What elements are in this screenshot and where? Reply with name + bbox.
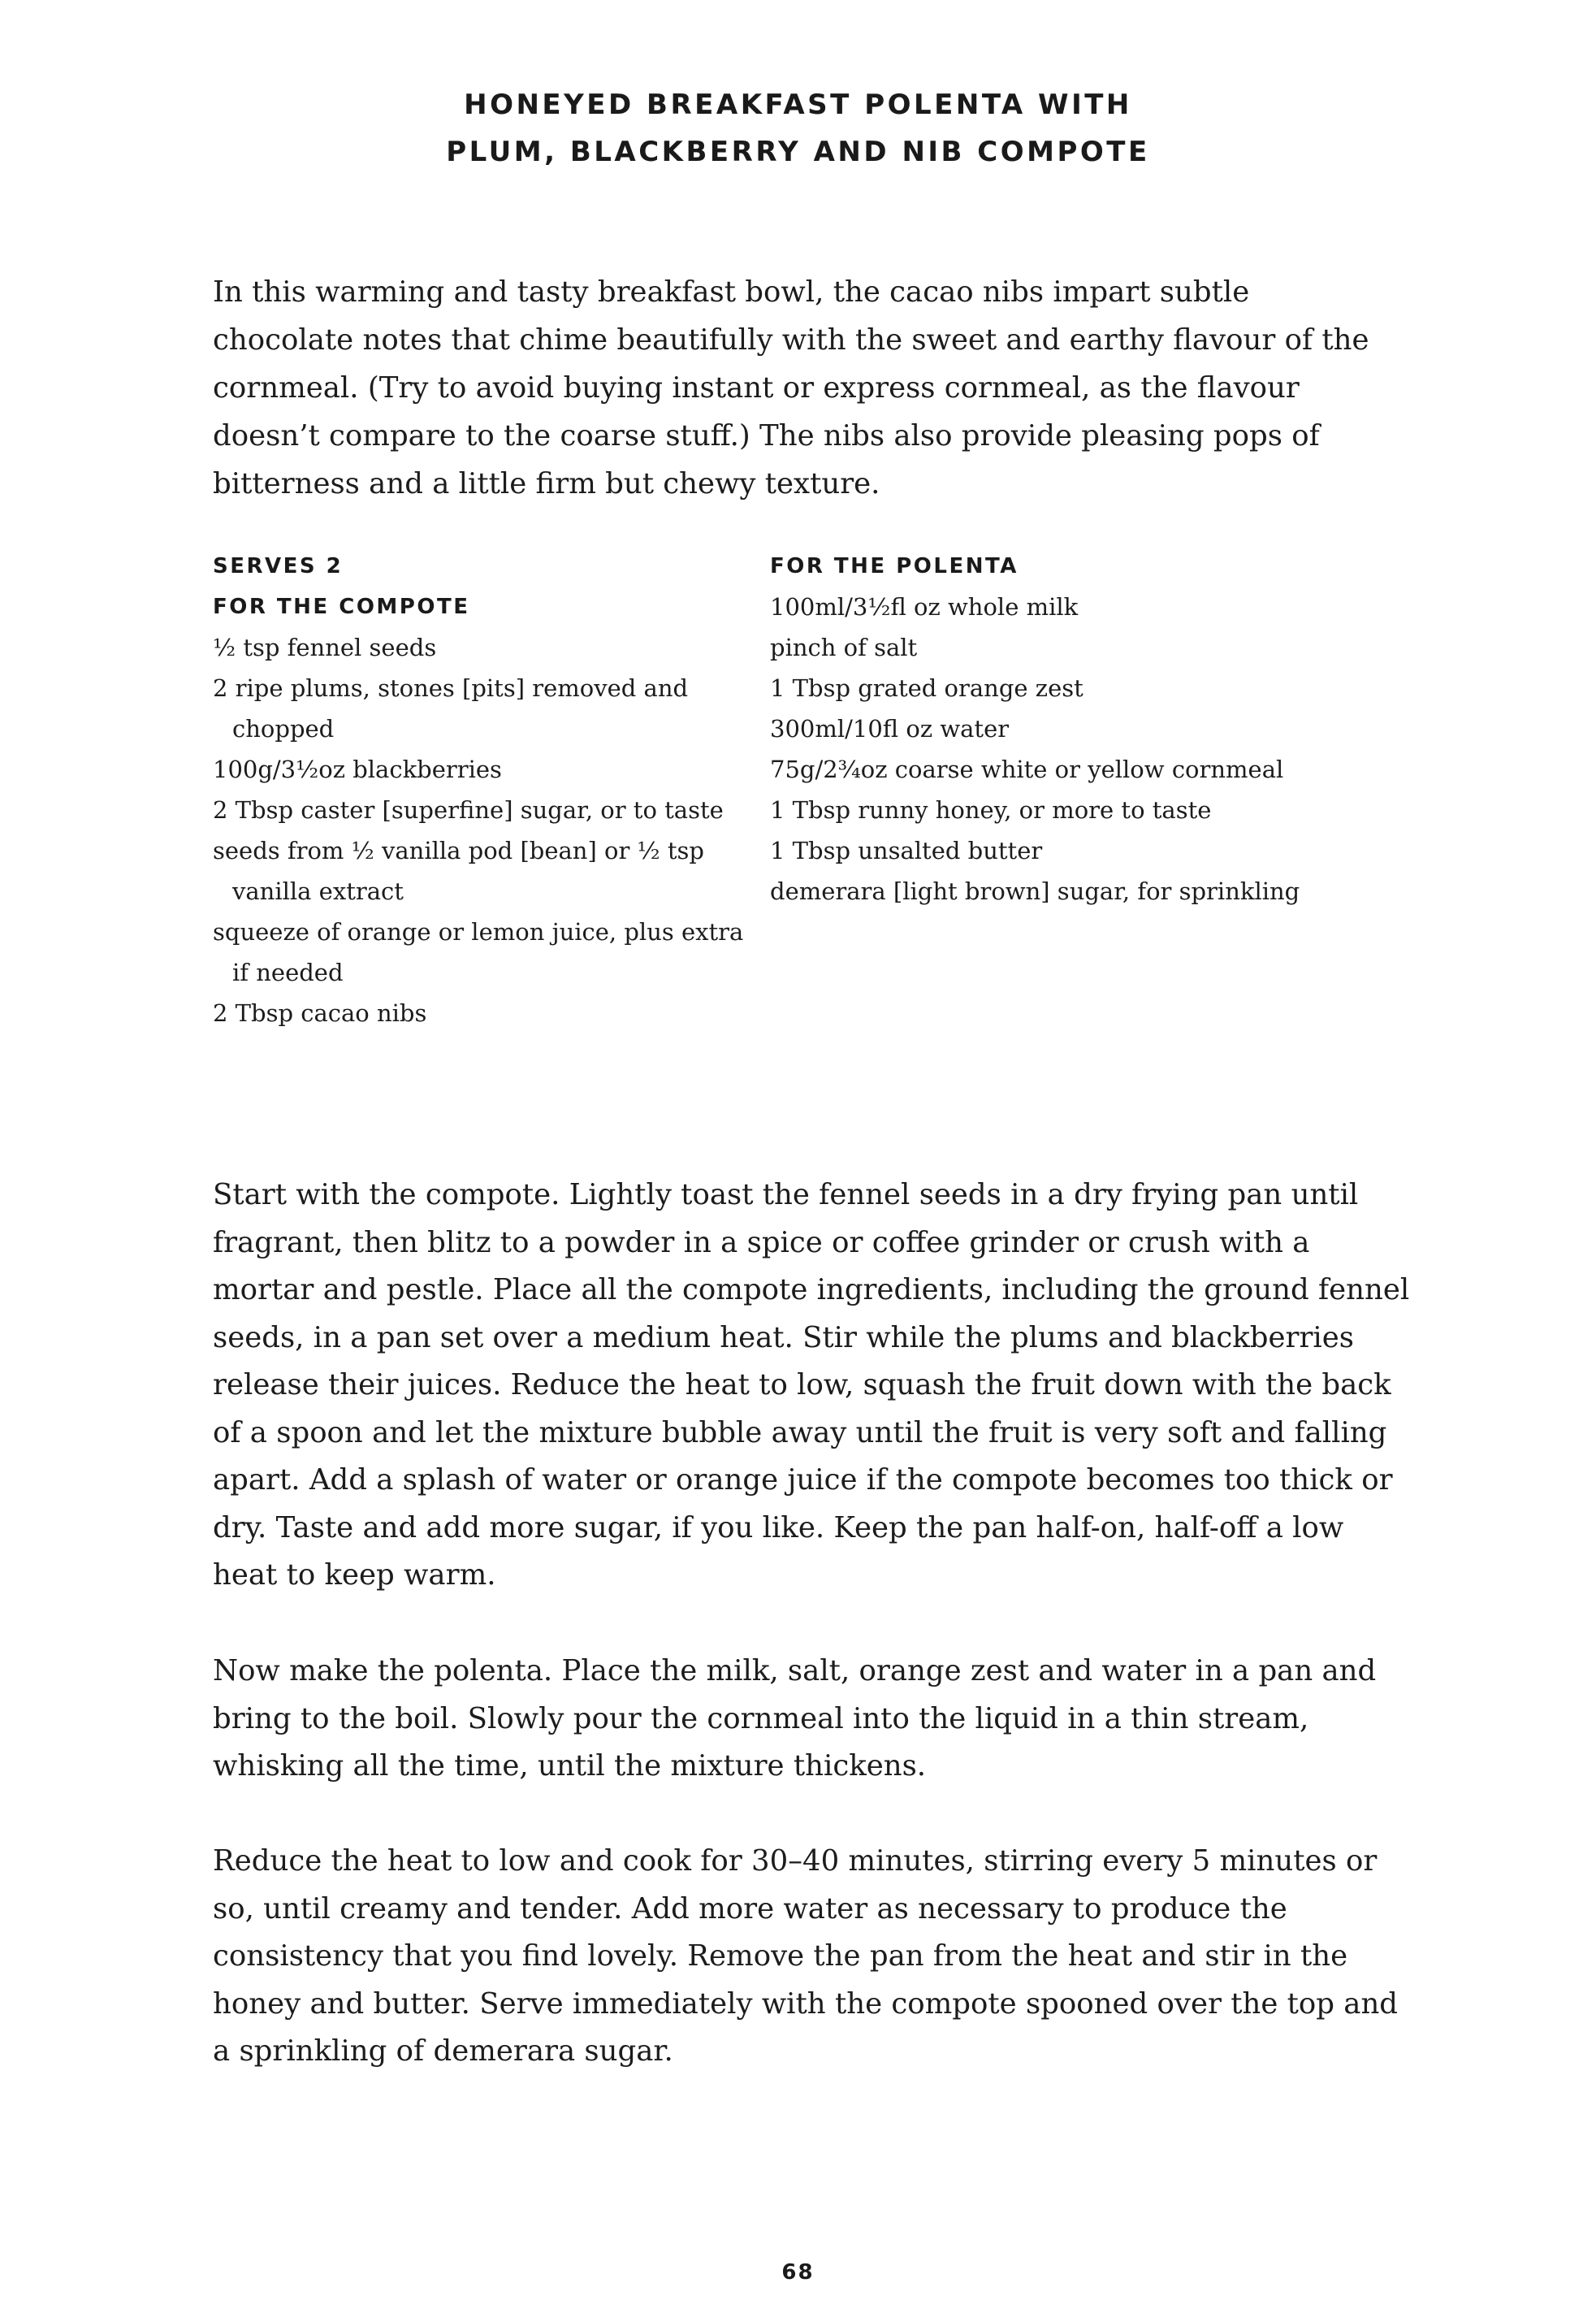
polenta-heading: FOR THE POLENTA [770, 554, 1019, 578]
serves-label: SERVES 2 [213, 554, 344, 578]
recipe-title [0, 81, 1596, 175]
ingredient-item: 2 ripe plums, stones [pits] removed and chopped [213, 674, 689, 743]
ingredient-item: 2 Tbsp caster [superfine] sugar, or to taste [213, 796, 724, 824]
compote-heading: FOR THE COMPOTE [213, 595, 470, 619]
ingredient-item: 300ml/10fl oz water [770, 715, 1010, 743]
ingredient-item: 1 Tbsp grated orange zest [770, 674, 1083, 702]
ingredient-item: ½ tsp fennel seeds [213, 634, 437, 661]
ingredient-item: seeds from ½ vanilla pod [bean] or ½ tsp vanilla extract [213, 837, 704, 905]
ingredients-left-column [213, 546, 749, 1033]
ingredient-item: 1 Tbsp runny honey, or more to taste [770, 796, 1212, 824]
ingredient-item: 100ml/3½fl oz whole milk [770, 593, 1079, 621]
ingredient-item: demerara [light brown] sugar, for sprinkling [770, 877, 1300, 905]
recipe-title-line-1: HONEYED BREAKFAST POLENTA WITH [464, 89, 1132, 121]
recipe-intro: In this warming and tasty breakfast bowl, the cacao nibs impart subtle chocolate notes that chime beautifully with the sweet and earthy flavour of the cornmeal. (Try to avoid buying instant or express cornmeal, as the flavour doesn’t compare to the coarse stuff.) The nibs also provide pleasing pops of bitterness and a little firm but chewy texture. [213, 275, 1369, 500]
ingredient-item: pinch of salt [770, 634, 918, 661]
ingredients-right-column [770, 546, 1387, 912]
method-step-finish: Reduce the heat to low and cook for 30–40 minutes, stirring every 5 minutes or so, until creamy and tender. Add more water as necessary to produce the consistency that you find lovely. Remove the pan from the heat and stir in the honey and butter. Serve immediately with the compote spooned over the top and a sprinkling of demerara sugar. [213, 1844, 1399, 2068]
method-step-polenta: Now make the polenta. Place the milk, salt, orange zest and water in a pan and bring to the boil. Slowly pour the cornmeal into the liquid in a thin stream, whisking all the time, until the mixture thickens. [213, 1654, 1377, 1783]
ingredient-item: squeeze of orange or lemon juice, plus extra if needed [213, 918, 744, 986]
method-step-compote: Start with the compote. Lightly toast the fennel seeds in a dry frying pan until fragrant, then blitz to a powder in a spice or coffee grinder or crush with a mortar and pestle. Place all the compote ingredients, including the ground fennel seeds, in a pan set over a medium heat. Stir while the plums and blackberries release their juices. Reduce the heat to low, squash the fruit down with the back of a spoon and let the mixture bubble away until the fruit is very soft and falling apart. Add a splash of water or orange juice if the compote becomes too thick or dry. Taste and add more sugar, if you like. Keep the pan half-on, half-off a low heat to keep warm. [213, 1178, 1410, 1592]
ingredient-item: 2 Tbsp cacao nibs [213, 999, 427, 1027]
ingredient-item: 1 Tbsp unsalted butter [770, 837, 1043, 864]
ingredient-item: 75g/2¾oz coarse white or yellow cornmeal [770, 756, 1284, 783]
ingredient-item: 100g/3½oz blackberries [213, 756, 502, 783]
page-number: 68 [781, 2260, 815, 2285]
recipe-title-line-2: PLUM, BLACKBERRY AND NIB COMPOTE [446, 136, 1150, 168]
